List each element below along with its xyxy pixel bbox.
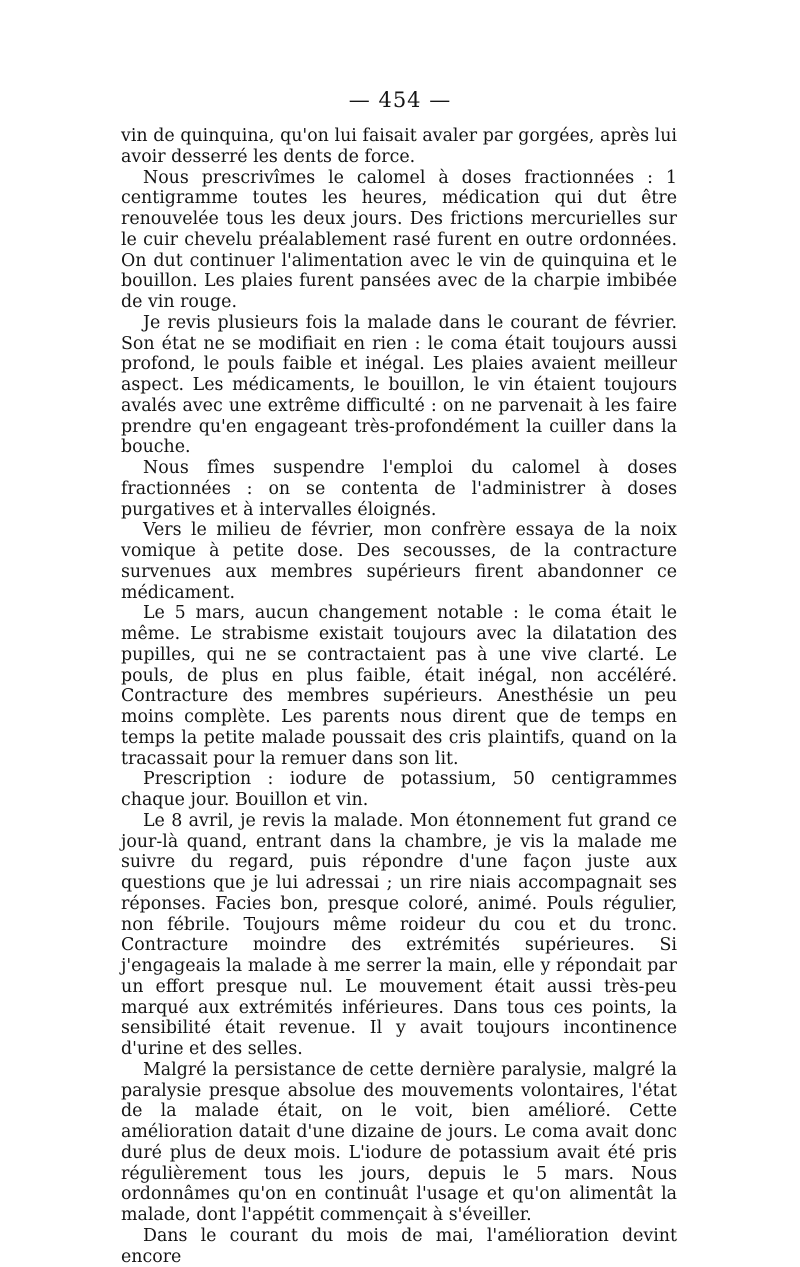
paragraph: Je revis plusieurs fois la malade dans le courant de février. Son état ne se modifiait en rien : le coma était toujours aussi profond, le pouls faible et inégal. Les plaies avaient meilleur aspect. Les médicaments, le bouillon, le vin étaient toujours avalés avec une extrême difficulté : on ne parvenait à les faire prendre qu'en engageant très-profondément la cuiller dans la bouche. (121, 312, 677, 458)
paragraph: Le 5 mars, aucun changement notable : le coma était le même. Le strabisme existait toujours avec la dilatation des pupilles, qui ne se contractaient pas à une vive clarté. Le pouls, de plus en plus faible, était inégal, non accéléré. Contracture des membres supérieurs. Anesthésie un peu moins complète. Les parents nous dirent que de temps en temps la petite malade poussait des cris plaintifs, quand on la tracassait pour la remuer dans son lit. (121, 603, 677, 769)
paragraph: vin de quinquina, qu'on lui faisait avaler par gorgées, après lui avoir desserré les dents de force. (121, 126, 677, 167)
body-text (121, 126, 677, 1267)
paragraph: Dans le courant du mois de mai, l'amélioration devint encore (121, 1225, 677, 1267)
paragraph: Malgré la persistance de cette dernière paralysie, malgré la paralysie presque absolue des mouvements volontaires, l'état de la malade était, on le voit, bien amélioré. Cette amélioration datait d'une dizaine de jours. Le coma avait donc duré plus de deux mois. L'iodure de potassium avait été pris régulièrement tous les jours, depuis le 5 mars. Nous ordonnâmes qu'on en continuât l'usage et qu'on alimentât la malade, dont l'appétit commençait à s'éveiller. (121, 1059, 677, 1225)
paragraph: Le 8 avril, je revis la malade. Mon étonnement fut grand ce jour-là quand, entrant dans la chambre, je vis la malade me suivre du regard, puis répondre d'une façon juste aux questions que je lui adressai ; un rire niais accompagnait ses réponses. Facies bon, presque coloré, animé. Pouls régulier, non fébrile. Toujours même roideur du cou et du tronc. Contracture moindre des extrémités supérieures. Si j'engageais la malade à me serrer la main, elle y répondait par un effort presque nul. Le mouvement était aussi très-peu marqué aux extrémités inférieures. Dans tous ces points, la sensibilité était revenue. Il y avait toujours incontinence d'urine et des selles. (121, 810, 677, 1059)
page-number: — 454 — (348, 88, 452, 112)
paragraph: Nous fîmes suspendre l'emploi du calomel à doses fractionnées : on se contenta de l'administrer à doses purgatives et à intervalles éloignés. (121, 458, 677, 520)
paragraph: Nous prescrivîmes le calomel à doses fractionnées : 1 centigramme toutes les heures, médication qui dut être renouvelée tous les deux jours. Des frictions mercurielles sur le cuir chevelu préalablement rasé furent en outre ordonnées. On dut continuer l'alimentation avec le vin de quinquina et le bouillon. Les plaies furent pansées avec de la charpie imbibée de vin rouge. (121, 167, 677, 312)
paragraph: Prescription : iodure de potassium, 50 centigrammes chaque jour. Bouillon et vin. (121, 769, 677, 810)
paragraph: Vers le milieu de février, mon confrère essaya de la noix vomique à petite dose. Des secousses, de la contracture survenues aux membres supérieurs firent abandonner ce médicament. (121, 520, 677, 603)
